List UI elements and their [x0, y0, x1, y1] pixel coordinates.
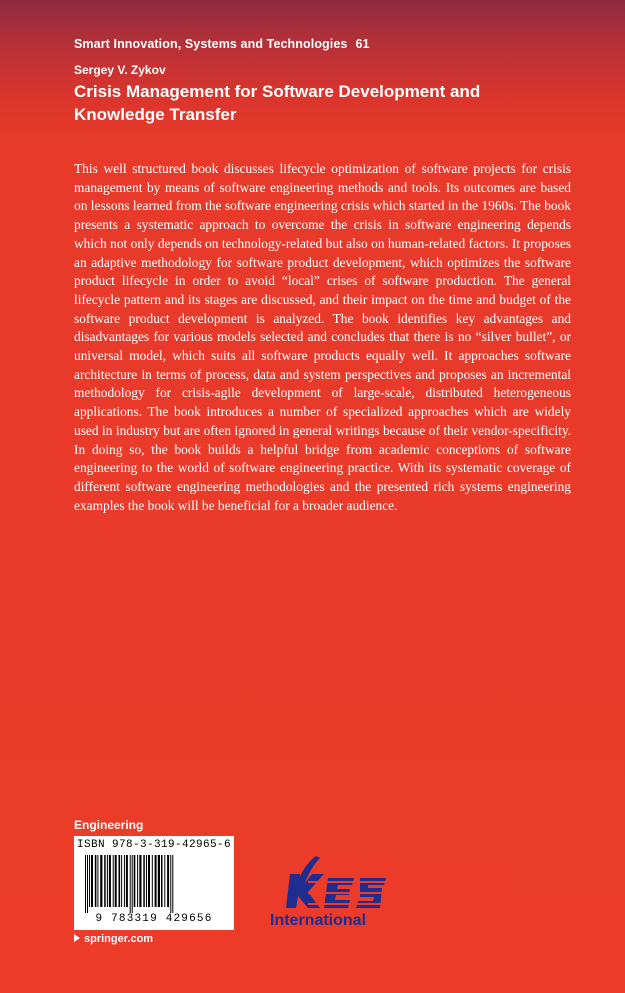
- barcode-bar: [143, 855, 145, 907]
- barcode-bar: [107, 855, 108, 907]
- barcode-bar: [130, 855, 131, 913]
- barcode-bar: [146, 855, 147, 907]
- barcode-bar: [121, 855, 122, 907]
- barcode-bar: [109, 855, 111, 907]
- barcode-bar: [85, 855, 86, 913]
- kes-wordmark: International: [270, 912, 367, 929]
- barcode-bar: [91, 855, 93, 907]
- barcode-bar: [172, 855, 173, 913]
- publisher-link[interactable]: [74, 933, 153, 945]
- barcode-bar: [95, 855, 97, 907]
- barcode-bar: [164, 855, 165, 907]
- publisher-url: springer.com: [84, 933, 154, 945]
- arrow-icon: [74, 934, 80, 942]
- barcode-bar: [97, 855, 98, 907]
- barcode-bar: [115, 855, 117, 907]
- barcode-bar: [155, 855, 157, 907]
- barcode-bar: [137, 855, 138, 907]
- barcode-bars: [83, 855, 229, 913]
- barcode-bar: [132, 855, 133, 913]
- series-line: [74, 37, 370, 51]
- barcode-bar: [134, 855, 136, 907]
- barcode-bar: [170, 855, 171, 913]
- barcode-bar: [158, 855, 160, 907]
- book-title: Crisis Management for Software Development and Knowledge Transfer: [74, 82, 481, 124]
- series-number: 61: [355, 37, 370, 51]
- barcode-bar: [113, 855, 114, 907]
- subject-label: Engineering: [74, 818, 144, 832]
- barcode-bar: [161, 855, 163, 907]
- barcode-bar: [87, 855, 88, 913]
- barcode-bar: [124, 855, 125, 907]
- series-name: Smart Innovation, Systems and Technologies: [74, 37, 348, 51]
- barcode-bar: [104, 855, 106, 907]
- barcode-bar: [148, 855, 150, 907]
- barcode-bar: [100, 855, 102, 907]
- barcode-bar: [89, 855, 90, 907]
- barcode-digits: 9 783319 429656: [95, 913, 213, 925]
- book-description: This well structured book discusses lifecycle optimization of software projects for crisis management by means of software engineering methods and tools. Its outcomes are based on lessons learned from the software engineering crisis which started in the 1960s. The book presents a systematic approach to overcome the crisis in software engineering depends which not only depends on technology-related but also on human-related factors. It proposes an adaptive methodology for software product development, which optimizes the software product lifecycle in order to avoid “local” crises of software production. The general lifecycle pattern and its stages are discussed, and their impact on the time and budget of the software product development is analyzed. The book identifies key advantages and disadvantages for various models selected and concludes that there is no “silver bullet”, or universal model, which suits all software products equally well. It approaches software architecture in terms of process, data and system perspectives and proposes an incremental methodology for crisis-agile development of large-scale, distributed heterogeneous applications. The book introduces a number of specialized approaches which are widely used in industry but are often ignored in general writings because of their vendor-specificity. In doing so, the book builds a helpful bridge from academic conceptions of software engineering to the world of software engineering practice. With its systematic coverage of different software engineering methodologies and the presented rich systems engineering examples the book will be beneficial for a broader audience.: [74, 161, 571, 513]
- barcode: [74, 836, 234, 930]
- author-name: Sergey V. Zykov: [74, 63, 166, 77]
- barcode-bar: [152, 855, 153, 907]
- barcode-bar: [119, 855, 121, 907]
- barcode-bar: [167, 855, 169, 907]
- barcode-bar: [139, 855, 141, 907]
- isbn-label: ISBN 978-3-319-42965-6: [76, 839, 232, 851]
- barcode-bar: [126, 855, 128, 907]
